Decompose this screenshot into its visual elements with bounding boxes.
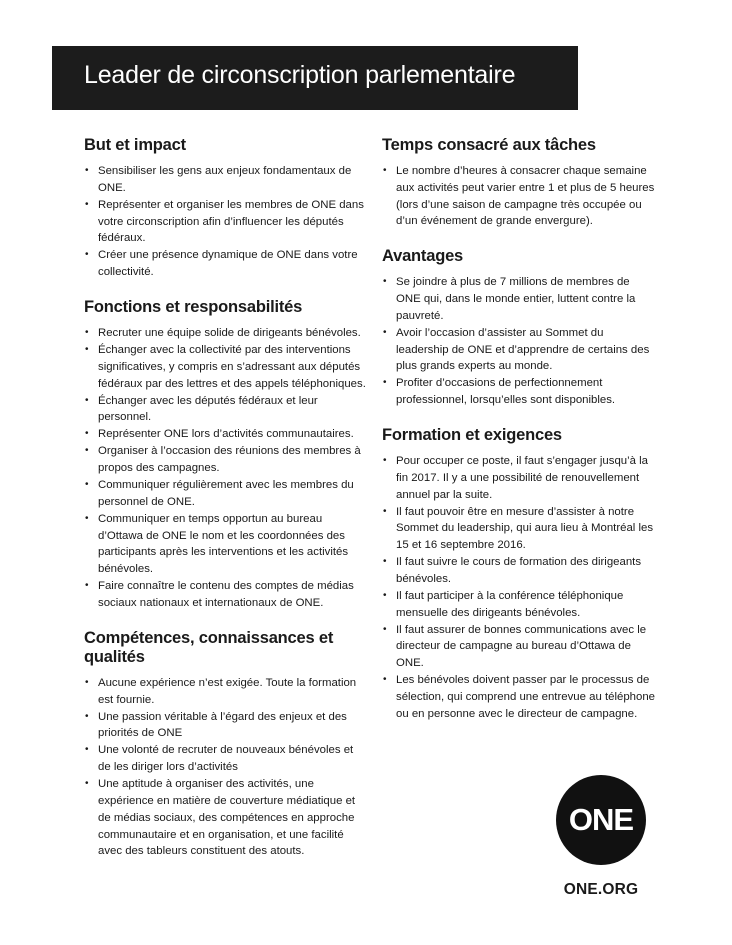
- list-item: • Pour occuper ce poste, il faut s’engager jusqu’à la fin 2017. Il y a une possibilité de renouvellement annuel par la suite.: [382, 453, 657, 503]
- list-item: • Les bénévoles doivent passer par le processus de sélection, qui comprend une entrevue au téléphone ou en personne avec le directeur de campagne.: [382, 672, 657, 722]
- section-formation-exigences: [382, 426, 657, 723]
- bullet-list: [382, 163, 657, 230]
- list-item: • Sensibiliser les gens aux enjeux fondamentaux de ONE.: [84, 163, 366, 197]
- section-fonctions-responsabilites: [84, 298, 366, 612]
- list-item: • Avoir l’occasion d’assister au Sommet du leadership de ONE et d’apprendre de certains des plus grands experts au monde.: [382, 325, 657, 375]
- list-item: • Faire connaître le contenu des comptes de médias sociaux nationaux et internationaux de ONE.: [84, 578, 366, 612]
- list-item: • Une passion véritable à l’égard des enjeux et des priorités de ONE: [84, 709, 366, 743]
- section-competences: [84, 629, 366, 860]
- list-item: • Profiter d’occasions de perfectionnement professionnel, lorsqu’elles sont disponibles.: [382, 375, 657, 409]
- page-title: Leader de circonscription parlementaire: [84, 61, 516, 89]
- list-item: • Il faut participer à la conférence téléphonique mensuelle des dirigeants bénévoles.: [382, 588, 657, 622]
- list-item: • Communiquer en temps opportun au bureau d’Ottawa de ONE le nom et les coordonnées des participants après les interventions et les activités bénévoles.: [84, 511, 366, 578]
- list-item: • Échanger avec la collectivité par des interventions significatives, y compris en s’adressant aux députés fédéraux par des lettres et des appels téléphoniques.: [84, 342, 366, 392]
- list-item: • Communiquer régulièrement avec les membres du personnel de ONE.: [84, 477, 366, 511]
- bullet-list: [84, 325, 366, 612]
- section-temps-consacre: [382, 136, 657, 230]
- list-item: • Une volonté de recruter de nouveaux bénévoles et de les diriger lors d’activités: [84, 742, 366, 776]
- list-item: • Créer une présence dynamique de ONE dans votre collectivité.: [84, 247, 366, 281]
- list-item: • Il faut assurer de bonnes communications avec le directeur de campagne au bureau d’Ottawa de ONE.: [382, 622, 657, 672]
- list-item: • Il faut suivre le cours de formation des dirigeants bénévoles.: [382, 554, 657, 588]
- bullet-list: [382, 453, 657, 723]
- section-heading: Fonctions et responsabilités: [84, 297, 303, 316]
- list-item: • Échanger avec les députés fédéraux et leur personnel.: [84, 393, 366, 427]
- logo-mark: ONE: [568, 802, 634, 837]
- bullet-list: [84, 675, 366, 860]
- section-heading: Compétences, connaissances et qualités: [84, 628, 334, 666]
- bullet-list: [382, 274, 657, 409]
- list-item: • Aucune expérience n’est exigée. Toute la formation est fournie.: [84, 675, 366, 709]
- list-item: • Il faut pouvoir être en mesure d’assister à notre Sommet du leadership, qui aura lieu à Montréal les 15 et 16 septembre 2016.: [382, 504, 657, 554]
- page-title-banner: [52, 46, 578, 110]
- section-heading: Temps consacré aux tâches: [382, 136, 596, 154]
- list-item: • Organiser à l’occasion des réunions des membres à propos des campagnes.: [84, 443, 366, 477]
- section-heading: Avantages: [382, 247, 464, 266]
- section-heading: But et impact: [84, 136, 186, 154]
- list-item: • Le nombre d’heures à consacrer chaque semaine aux activités peut varier entre 1 et plus de 5 heures (lors d’une saison de campagne très occupée ou d’un événement de grande envergure).: [382, 163, 657, 230]
- section-heading: Formation et exigences: [382, 425, 562, 444]
- section-avantages: [382, 247, 657, 409]
- list-item: • Se joindre à plus de 7 millions de membres de ONE qui, dans le monde entier, luttent contre la pauvreté.: [382, 274, 657, 324]
- list-item: • Recruter une équipe solide de dirigeants bénévoles.: [84, 325, 366, 342]
- list-item: • Une aptitude à organiser des activités, une expérience en matière de couverture médiatique et de médias sociaux, des compétences en approche communautaire et en organisation, et une facilité avec des tableurs constituent des atouts.: [84, 776, 366, 860]
- website-link[interactable]: ONE.ORG: [563, 881, 639, 898]
- list-item: • Représenter et organiser les membres de ONE dans votre circonscription afin d’influencer les députés fédéraux.: [84, 197, 366, 247]
- one-logo: [556, 775, 646, 865]
- bullet-list: [84, 163, 366, 281]
- right-column: [382, 136, 657, 740]
- left-column: [84, 136, 366, 877]
- list-item: • Représenter ONE lors d’activités communautaires.: [84, 426, 366, 443]
- section-but-et-impact: [84, 136, 366, 281]
